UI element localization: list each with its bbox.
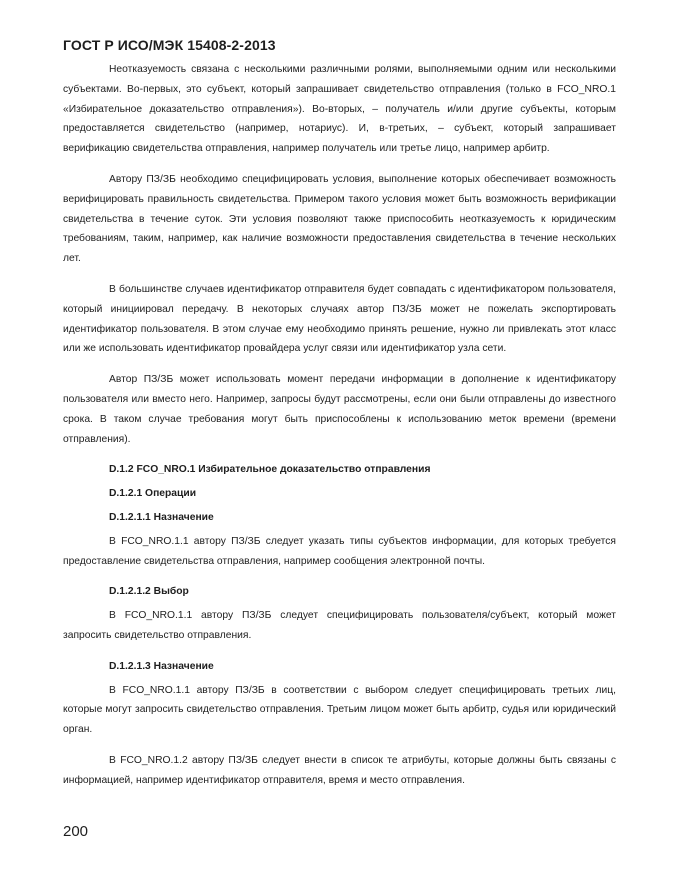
paragraph-third-parties: В FCO_NRO.1.1 автору ПЗ/ЗБ в соответствии с выбором следует специфицировать третьих лиц, которые могут запросить свидетельство отправления. Третьим лицом может быть арбитр, судья или юридический орган. <box>63 684 616 736</box>
section-heading-d-1-2-1-3: D.1.2.1.3 Назначение <box>109 660 214 672</box>
paragraph-non-repudiation-roles: Неотказуемость связана с несколькими различными ролями, выполняемыми одним или несколькими субъектами. Во-первых, это субъект, который запрашивает свидетельство отправления (только в FCO_NRO.1 «Избирательное доказательство отправления»). Во-вторых, – получатель и/или другие субъекты, которым предоставляется свидетельство (например, нотариус). И, в-третьих, – субъект, который запрашивает верификацию свидетельства отправления, например получатель или третье лицо, например арбитр. <box>63 64 616 155</box>
section-heading-d-1-2: D.1.2 FCO_NRO.1 Избирательное доказательство отправления <box>109 464 431 476</box>
paragraph-sender-identifier: В большинстве случаев идентификатор отправителя будет совпадать с идентификатором пользователя, который инициировал передачу. В некоторых случаях автор ПЗ/ЗБ может не пожелать экспортировать идентификатор пользователя. В этом случае ему необходимо принять решение, нужно ли привлекать этот класс или же использовать идентификатор провайдера услуг связи или идентификатор узла сети. <box>63 283 616 355</box>
page-number: 200 <box>63 823 89 840</box>
paragraph-transmission-time: Автор ПЗ/ЗБ может использовать момент передачи информации в дополнение к идентификатору пользователя или вместо него. Например, запросы будут рассмотрены, если они были отправлены до известного срока. В таком случае требования могут быть приспособлены к использованию меток времени (времени отправления). <box>63 374 616 445</box>
section-heading-d-1-2-1-2: D.1.2.1.2 Выбор <box>109 586 189 598</box>
paragraph-verification-conditions: Автору ПЗ/ЗБ необходимо специфицировать условия, выполнение которых обеспечивает возможность верифицировать правильность свидетельства. Примером такого условия может быть возможность верификации свидетельства в течение суток. Эти условия позволяют также приспособить неотказуемость к юридическим требованиям, таким, например, как наличие возможности предоставления свидетельства в течение нескольких лет. <box>63 173 616 265</box>
paragraph-selection-user: В FCO_NRO.1.1 автору ПЗ/ЗБ следует специфицировать пользователя/субъект, который может запросить свидетельство отправления. <box>63 610 616 641</box>
section-heading-d-1-2-1: D.1.2.1 Операции <box>109 488 197 500</box>
document-body <box>63 60 616 802</box>
paragraph-assignment-info-types: В FCO_NRO.1.1 автору ПЗ/ЗБ следует указать типы субъектов информации, для которых требуется предоставление свидетельства отправления, например сообщения электронной почты. <box>63 535 616 567</box>
section-heading-d-1-2-1-1: D.1.2.1.1 Назначение <box>109 511 214 523</box>
paragraph-attributes-list: В FCO_NRO.1.2 автору ПЗ/ЗБ следует внести в список те атрибуты, которые должны быть связаны с информацией, например идентификатор отправителя, время и место отправления. <box>63 754 616 786</box>
document-header: ГОСТ Р ИСО/МЭК 15408-2-2013 <box>63 37 276 53</box>
